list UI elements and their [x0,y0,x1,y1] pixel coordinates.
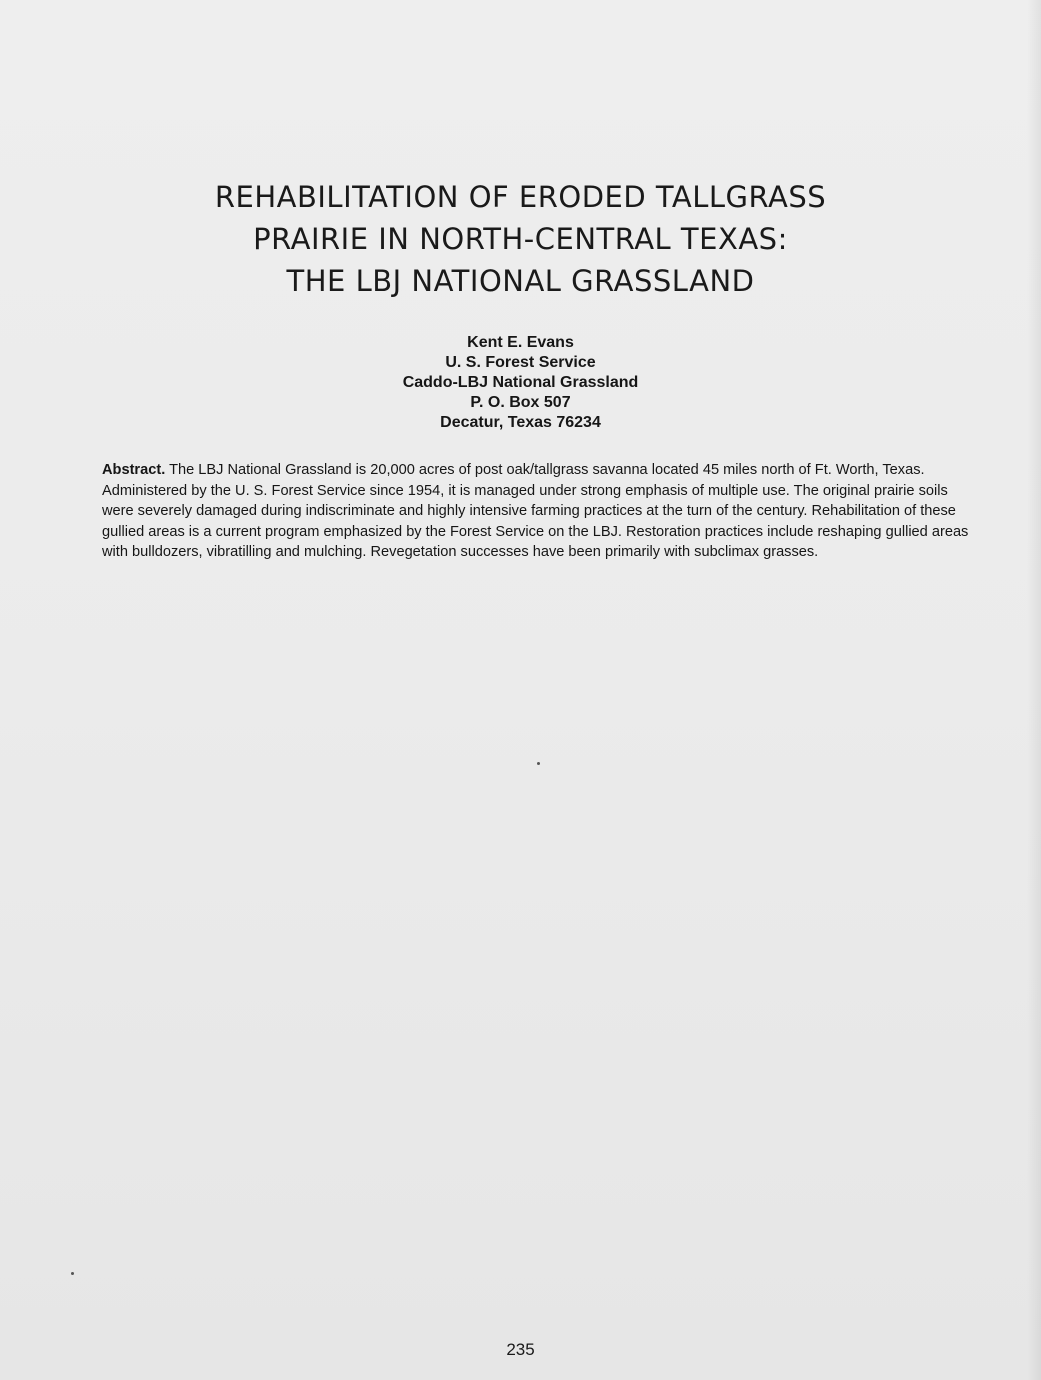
abstract [102,460,972,563]
page-edge-shadow [1027,0,1041,1380]
paper-title-line-2: PRAIRIE IN NORTH-CENTRAL TEXAS: [253,222,788,256]
paper-title-line-3: THE LBJ NATIONAL GRASSLAND [286,264,755,298]
page-number: 235 [506,1340,535,1359]
author-name: Kent E. Evans [467,334,574,351]
author-city: Decatur, Texas 76234 [440,414,601,431]
author-po-box: P. O. Box 507 [470,394,571,411]
scan-speck [71,1272,74,1275]
paper-title-line-1: REHABILITATION OF ERODED TALLGRASS [214,180,827,214]
abstract-text: The LBJ National Grassland is 20,000 acres of post oak/tallgrass savanna located 45 miles north of Ft. Worth, Texas. Administered by the U. S. Forest Service since 1954, it is managed under strong emphasis of multiple use. The original prairie soils were severely damaged during indiscriminate and highly intensive farming practices at the turn of the century. Rehabilitation of these gullied areas is a current program emphasized by the Forest Service on the LBJ. Restoration practices include reshaping gullied areas with bulldozers, vibratilling and mulching. Revegetation successes have been primarily with subclimax grasses. [102,462,969,561]
author-block [0,333,1041,433]
abstract-label: Abstract. [102,462,166,478]
scan-speck [537,762,540,765]
author-unit: Caddo-LBJ National Grassland [402,374,639,391]
author-affiliation: U. S. Forest Service [445,354,596,371]
